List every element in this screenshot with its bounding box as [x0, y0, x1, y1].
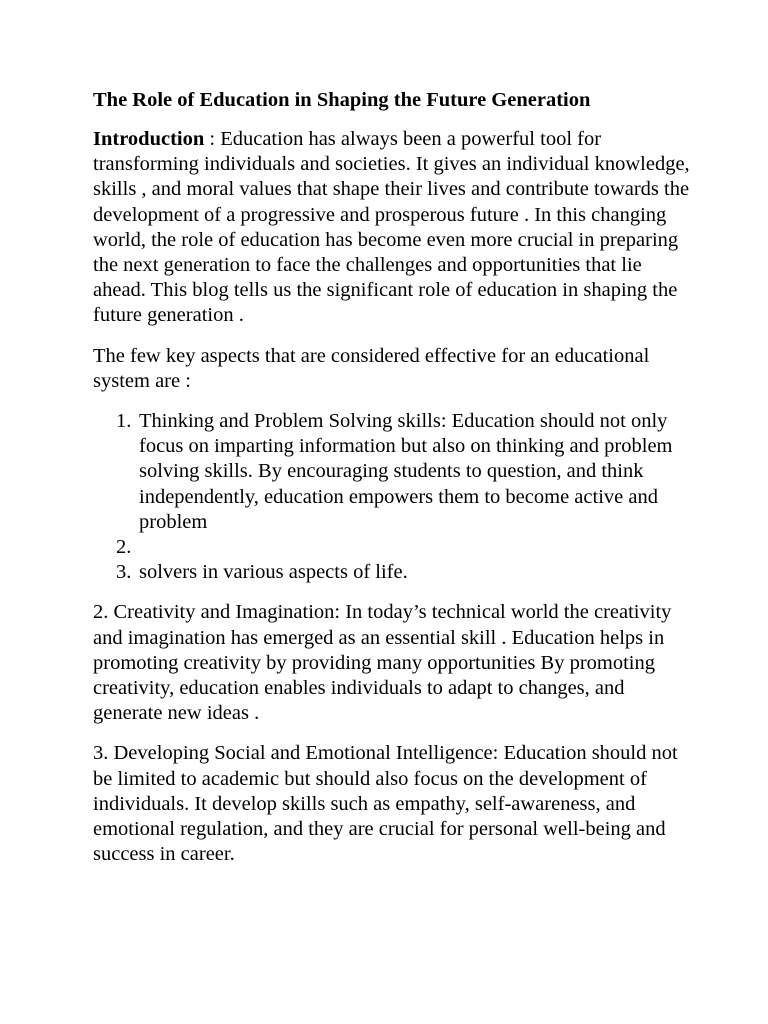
list-item-text: Thinking and Problem Solving skills: Education should not only focus on imparting information but also on thinking and problem solving skills. By encouraging students to question, and think independently, education empowers them to become active and problem — [139, 410, 673, 533]
list-item — [93, 560, 693, 585]
intro-text: : Education has always been a powerful tool for transforming individuals and societies. It gives an individual knowledge, skills , and moral values that shape their lives and contribute towards the development of a progressive and prosperous future . In this changing world, the role of education has become even more crucial in preparing the next generation to face the challenges and opportunities that lie ahead. This blog tells us the significant role of education in shaping the future generation . — [93, 128, 690, 327]
section-2-paragraph: 2. Creativity and Imagination: In today’s technical world the creativity and imagination has emerged as an essential skill . Education helps in promoting creativity by providing many opportunities By promoting creativity, education enables individuals to adapt to changes, and generate new ideas . — [93, 601, 672, 725]
aspects-list — [93, 409, 693, 585]
aspects-intro-paragraph: The few key aspects that are considered effective for an educational system are : — [93, 344, 650, 392]
intro-paragraph — [93, 127, 693, 329]
section-3-paragraph: 3. Developing Social and Emotional Intelligence: Education should not be limited to academic but should also focus on the development of individuals. It develop skills such as empathy, self-awareness, and emotional regulation, and they are crucial for personal well-being and success in career. — [93, 742, 678, 866]
document-title: The Role of Education in Shaping the Future Generation — [93, 89, 591, 111]
list-item-number: 1. — [116, 410, 132, 433]
list-item-text: solvers in various aspects of life. — [139, 561, 408, 584]
list-item-number: 2. — [116, 536, 132, 559]
list-item — [93, 409, 693, 535]
document-page — [93, 86, 693, 882]
list-item-number: 3. — [116, 561, 132, 584]
intro-label: Introduction — [93, 128, 205, 150]
list-item — [93, 535, 693, 560]
